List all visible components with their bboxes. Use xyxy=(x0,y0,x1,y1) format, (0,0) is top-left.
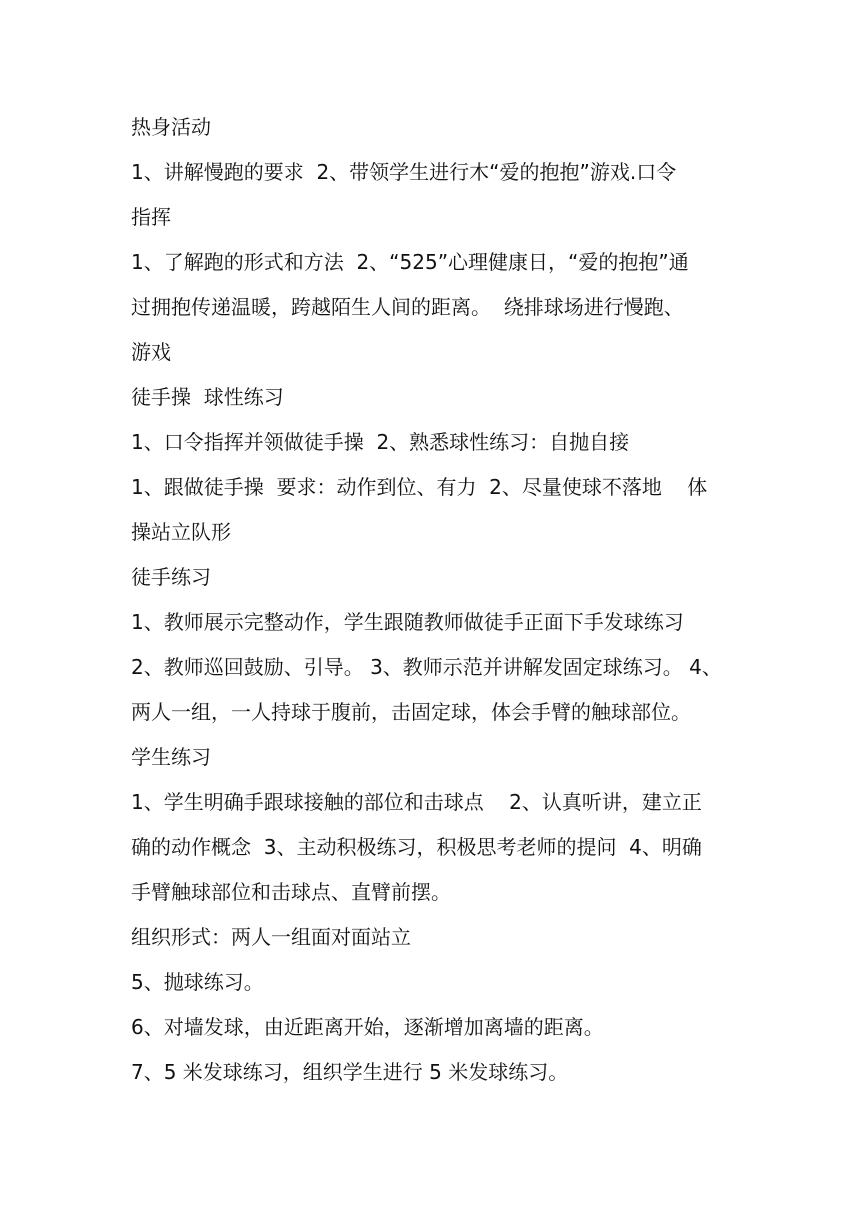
text-line: 6、对墙发球，由近距离开始，逐渐增加离墙的距离。 xyxy=(131,1015,604,1039)
section-heading-warmup: 热身活动 xyxy=(131,115,211,139)
text-line: 5、抛球练习。 xyxy=(131,970,264,994)
section-heading-exercises: 徒手操 球性练习 xyxy=(131,385,284,409)
section-heading-practice: 徒手练习 xyxy=(131,565,211,589)
text-line: 1、口令指挥并领做徒手操 2、熟悉球性练习：自抛自接 xyxy=(131,430,630,454)
text-line: 1、了解跑的形式和方法 2、“525”心理健康日，“爱的抱抱”通 xyxy=(131,250,689,274)
text-line: 手臂触球部位和击球点、直臂前摆。 xyxy=(131,880,451,904)
text-line: 确的动作概念 3、主动积极练习，积极思考老师的提问 4、明确 xyxy=(131,835,702,859)
text-line: 7、5 米发球练习，组织学生进行 5 米发球练习。 xyxy=(131,1060,569,1084)
text-line: 1、跟做徒手操 要求：动作到位、有力 2、尽量使球不落地 体 xyxy=(131,475,708,499)
text-line: 过拥抱传递温暖，跨越陌生人间的距离。 绕排球场进行慢跑、 xyxy=(131,295,684,319)
text-line: 游戏 xyxy=(131,340,171,364)
text-line: 2、教师巡回鼓励、引导。 3、教师示范并讲解发固定球练习。 4、 xyxy=(131,655,722,679)
section-heading-student-practice: 学生练习 xyxy=(131,745,211,769)
text-line: 指挥 xyxy=(131,205,171,229)
text-line: 1、学生明确手跟球接触的部位和击球点 2、认真听讲，建立正 xyxy=(131,790,702,814)
text-line: 1、教师展示完整动作，学生跟随教师做徒手正面下手发球练习 xyxy=(131,610,684,634)
text-line: 操站立队形 xyxy=(131,520,231,544)
text-line: 两人一组，一人持球于腹前，击固定球，体会手臂的触球部位。 xyxy=(131,700,691,724)
text-line: 1、讲解慢跑的要求 2、带领学生进行木“爱的抱抱”游戏.口令 xyxy=(131,160,677,184)
text-line: 组织形式：两人一组面对面站立 xyxy=(131,925,411,949)
